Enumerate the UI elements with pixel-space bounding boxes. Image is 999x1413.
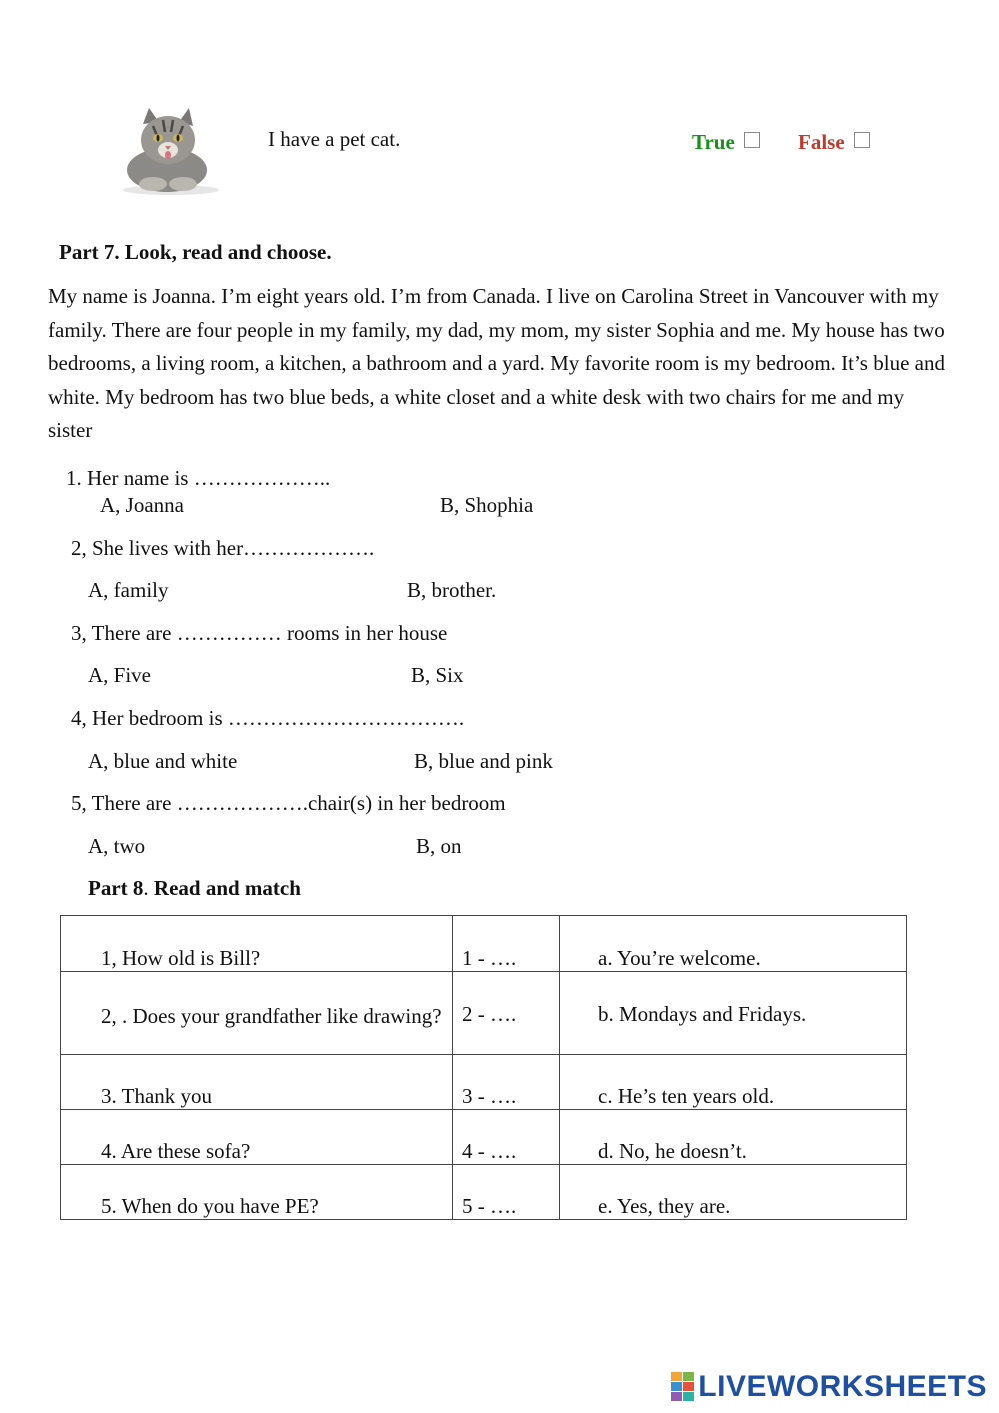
cat-picture — [113, 104, 221, 196]
q4-option-a[interactable]: A, blue and white — [88, 749, 238, 773]
part8-heading-prefix: Part 8 — [88, 876, 144, 900]
statement-text: I have a pet cat. — [268, 127, 401, 151]
q1-option-a[interactable]: A, Joanna — [100, 493, 184, 517]
match-answer: e. Yes, they are. — [560, 1165, 907, 1220]
question-4: 4, Her bedroom is ……………………………. — [71, 706, 465, 730]
table-row — [61, 916, 907, 972]
match-answer: d. No, he doesn’t. — [560, 1110, 907, 1165]
question-2: 2, She lives with her………………. — [71, 536, 375, 560]
table-row — [61, 1110, 907, 1165]
match-question: 5. When do you have PE? — [61, 1165, 453, 1220]
q5-option-b[interactable]: B, on — [416, 834, 462, 858]
logo-text: LIVEWORKSHEETS — [698, 1370, 987, 1403]
false-checkbox[interactable] — [854, 132, 870, 148]
match-answer: a. You’re welcome. — [560, 916, 907, 972]
part8-heading — [88, 876, 301, 901]
q4-option-b[interactable]: B, blue and pink — [414, 749, 553, 773]
table-row — [61, 972, 907, 1055]
liveworksheets-logo[interactable] — [671, 1370, 987, 1404]
true-label: True — [692, 130, 735, 154]
match-question: 4. Are these sofa? — [61, 1110, 453, 1165]
table-row — [61, 1165, 907, 1220]
table-row — [61, 1055, 907, 1110]
question-5: 5, There are ……………….chair(s) in her bedroom — [71, 791, 506, 815]
match-question: 3. Thank you — [61, 1055, 453, 1110]
q3-option-a[interactable]: A, Five — [88, 663, 151, 687]
match-blank[interactable]: 2 - …. — [453, 972, 560, 1055]
true-option[interactable] — [692, 130, 760, 155]
match-answer: c. He’s ten years old. — [560, 1055, 907, 1110]
match-question: 1, How old is Bill? — [61, 916, 453, 972]
match-blank[interactable]: 4 - …. — [453, 1110, 560, 1165]
match-blank[interactable]: 3 - …. — [453, 1055, 560, 1110]
part8-heading-rest: Read and match — [153, 876, 301, 900]
part8-heading-sep: . — [143, 876, 154, 900]
false-label: False — [798, 130, 845, 154]
reading-passage: My name is Joanna. I’m eight years old. I’m from Canada. I live on Carolina Street in Vancouver with my family. There are four people in my family, my dad, my mom, my sister Sophia and me. My house has two bedrooms, a living room, a kitchen, a bathroom and a yard. My favorite room is my bedroom. It’s blue and white. My bedroom has two blue beds, a white closet and a white desk with two chairs for me and my sister — [48, 284, 945, 443]
true-checkbox[interactable] — [744, 132, 760, 148]
q1-option-b[interactable]: B, Shophia — [440, 493, 534, 517]
question-3: 3, There are …………… rooms in her house — [71, 621, 448, 645]
match-table — [60, 915, 907, 1220]
logo-blocks-icon — [671, 1372, 695, 1402]
match-question: 2, . Does your grandfather like drawing? — [61, 972, 453, 1055]
false-option[interactable] — [798, 130, 870, 155]
q5-option-a[interactable]: A, two — [88, 834, 146, 858]
q3-option-b[interactable]: B, Six — [411, 663, 464, 687]
match-blank[interactable]: 1 - …. — [453, 916, 560, 972]
match-blank[interactable]: 5 - …. — [453, 1165, 560, 1220]
q2-option-a[interactable]: A, family — [88, 578, 169, 602]
question-1: 1. Her name is ……………….. — [66, 466, 331, 490]
part7-heading: Part 7. Look, read and choose. — [59, 240, 332, 264]
match-answer: b. Mondays and Fridays. — [560, 972, 907, 1055]
q2-option-b[interactable]: B, brother. — [407, 578, 497, 602]
